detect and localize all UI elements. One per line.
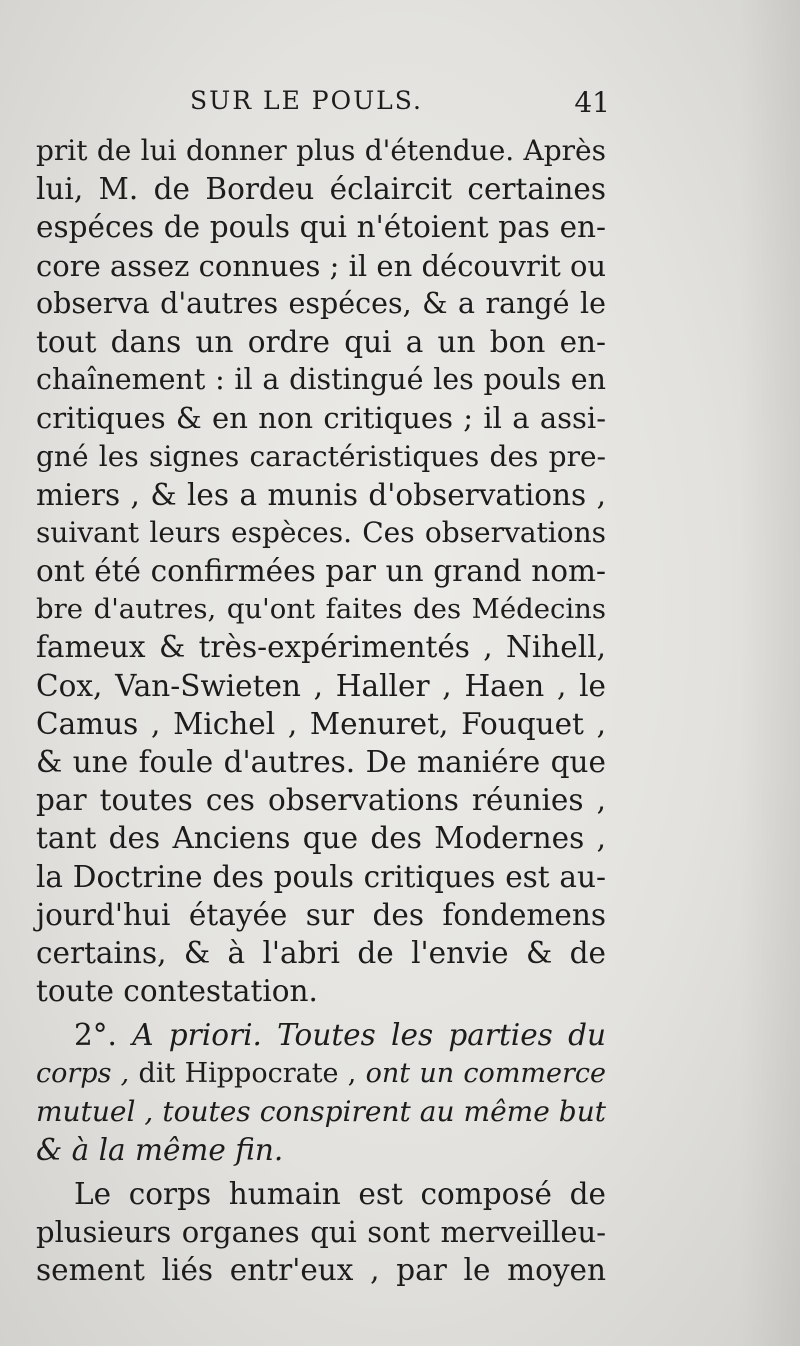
paragraph-1 <box>36 132 606 1010</box>
text-line: toute contestation. <box>36 974 318 1009</box>
text-line: observa d'autres espéces, & a rangé le <box>36 286 606 320</box>
text-line: chaînement : il a distingué les pouls en <box>36 363 606 397</box>
text-line: tant des Anciens que des Modernes , <box>36 821 606 856</box>
page-edge-shadow <box>740 0 800 1346</box>
text-line <box>36 1016 606 1054</box>
text-line: Cox, Van-Swieten , Haller , Haen , le <box>36 668 606 703</box>
body-text <box>36 132 606 1290</box>
text-line: Camus , Michel , Menuret, Fouquet , <box>36 706 606 741</box>
paragraph-3 <box>36 1175 606 1290</box>
text-line: miers , & les a munis d'observations , <box>36 477 606 512</box>
roman-text: dit Hippocrate , <box>129 1057 366 1089</box>
text-line: tout dans un ordre qui a un bon en- <box>36 324 606 359</box>
text-line: gné les signes caractéristiques des pre- <box>36 439 606 473</box>
text-line: mutuel , toutes conspirent au même but <box>36 1094 606 1128</box>
text-line: sement liés entr'eux , par le moyen <box>36 1253 606 1288</box>
text-line: jourd'hui étayée sur des fondemens <box>36 897 606 932</box>
running-head <box>40 86 610 126</box>
text-line: bre d'autres, qu'ont faites des Médecins <box>36 593 606 626</box>
text-line: ont été confirmées par un grand nom- <box>36 554 606 589</box>
text-line: suivant leurs espèces. Ces observations <box>36 515 606 549</box>
text-line <box>36 1055 606 1093</box>
text-line: espéces de pouls qui n'étoient pas en- <box>36 210 606 245</box>
text-line: lui, M. de Bordeu éclaircit certaines <box>36 172 606 207</box>
text-line: & une foule d'autres. De maniére que <box>36 745 606 779</box>
text-line: plusieurs organes qui sont merveilleu- <box>36 1215 606 1250</box>
text-line: la Doctrine des pouls critiques est au- <box>36 859 606 894</box>
text-line: prit de lui donner plus d'étendue. Après <box>36 134 606 167</box>
italic-text: corps , <box>36 1057 130 1089</box>
section-number: 2°. <box>74 1018 117 1053</box>
text-line: critiques & en non critiques ; il a assi- <box>36 401 606 436</box>
text-line: fameux & très-expérimentés , Nihell, <box>36 630 606 665</box>
page-number: 41 <box>574 86 610 119</box>
text-line: par toutes ces observations réunies , <box>36 783 606 818</box>
text-line: certains, & à l'abri de l'envie & de <box>36 935 606 970</box>
text-line: & à la même fin. <box>36 1132 284 1167</box>
italic-text: ont un commerce <box>365 1057 607 1089</box>
text-line: Le corps humain est composé de <box>74 1177 606 1212</box>
paragraph-2 <box>36 1016 606 1169</box>
running-head-title: SUR LE POULS. <box>190 86 423 115</box>
italic-text: A priori. Toutes les parties du <box>132 1018 606 1053</box>
text-line: core assez connues ; il en découvrit ou <box>36 248 607 283</box>
